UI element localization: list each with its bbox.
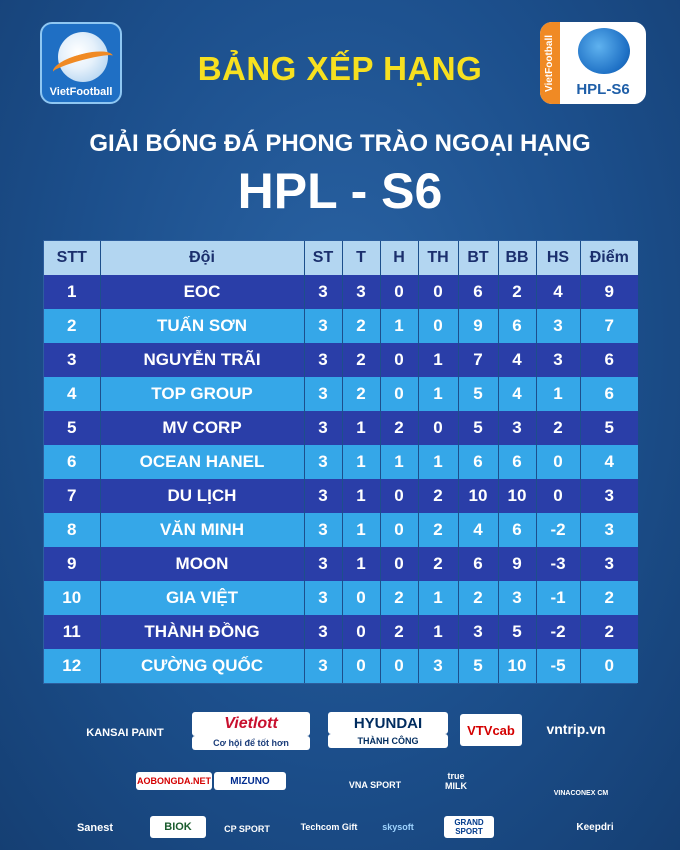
table-cell: 1: [418, 445, 458, 479]
table-cell: 2: [418, 513, 458, 547]
sponsor-skysoft: skysoft: [382, 822, 414, 832]
sponsor-vinaconex: VINACONEX CM: [553, 789, 609, 797]
table-cell: 0: [380, 547, 418, 581]
table-cell: 1: [418, 581, 458, 615]
table-cell: 3: [304, 275, 342, 309]
table-cell: -2: [536, 615, 580, 649]
table-row: [44, 547, 638, 581]
sponsor-thanh-cong: THÀNH CÔNG: [328, 734, 448, 748]
sponsor-vietlott-slogan: Cơ hội để tốt hơn: [192, 736, 310, 750]
table-cell: 3: [304, 649, 342, 683]
table-cell: 4: [498, 343, 536, 377]
table-row: [44, 615, 638, 649]
table-cell: 0: [380, 513, 418, 547]
table-cell: 5: [580, 411, 638, 445]
table-cell: 0: [380, 275, 418, 309]
team-name: MV CORP: [100, 411, 304, 445]
table-cell: 10: [498, 649, 536, 683]
table-cell: 0: [536, 479, 580, 513]
table-cell: 10: [44, 581, 100, 615]
table-cell: 1: [380, 445, 418, 479]
sponsor-biok: BIOK: [150, 816, 206, 838]
logo-brand-text: VietFootball: [49, 86, 113, 98]
table-cell: 2: [342, 377, 380, 411]
team-name: CƯỜNG QUỐC: [100, 649, 304, 683]
column-header: BT: [458, 241, 498, 275]
table-cell: -5: [536, 649, 580, 683]
table-cell: 1: [44, 275, 100, 309]
table-cell: -1: [536, 581, 580, 615]
logo-season-text: HPL-S6: [576, 81, 630, 98]
table-cell: 0: [380, 649, 418, 683]
table-row: [44, 479, 638, 513]
table-cell: 1: [342, 513, 380, 547]
table-cell: 1: [418, 377, 458, 411]
table-cell: 9: [580, 275, 638, 309]
table-cell: 3: [304, 445, 342, 479]
table-cell: 3: [498, 411, 536, 445]
table-cell: 0: [342, 581, 380, 615]
table-cell: 2: [342, 309, 380, 343]
table-cell: 2: [458, 581, 498, 615]
table-cell: 1: [418, 615, 458, 649]
table-cell: 2: [580, 581, 638, 615]
column-header: T: [342, 241, 380, 275]
table-cell: 2: [380, 615, 418, 649]
sponsor-kansai: KANSAI PAINT: [86, 727, 164, 739]
table-cell: 2: [580, 615, 638, 649]
table-cell: 2: [536, 411, 580, 445]
team-name: GIA VIỆT: [100, 581, 304, 615]
table-cell: 0: [380, 479, 418, 513]
table-cell: 7: [44, 479, 100, 513]
team-name: VĂN MINH: [100, 513, 304, 547]
table-row: [44, 445, 638, 479]
page-title: BẢNG XẾP HẠNG: [197, 50, 483, 87]
table-cell: -2: [536, 513, 580, 547]
team-name: MOON: [100, 547, 304, 581]
table-row: [44, 343, 638, 377]
table-cell: 0: [536, 445, 580, 479]
team-name: OCEAN HANEL: [100, 445, 304, 479]
table-cell: 6: [498, 309, 536, 343]
table-cell: 1: [342, 445, 380, 479]
column-header: STT: [44, 241, 100, 275]
team-name: THÀNH ĐỒNG: [100, 615, 304, 649]
table-cell: 10: [498, 479, 536, 513]
table-cell: 3: [304, 615, 342, 649]
sponsor-aobongda: AOBONGDA.NET: [136, 772, 212, 790]
table-header-row: [44, 241, 638, 275]
table-cell: 1: [536, 377, 580, 411]
table-cell: 4: [44, 377, 100, 411]
table-cell: 3: [580, 513, 638, 547]
table-cell: 9: [44, 547, 100, 581]
table-cell: 3: [536, 343, 580, 377]
table-cell: 2: [44, 309, 100, 343]
league-name: GIẢI BÓNG ĐÁ PHONG TRÀO NGOẠI HẠNG: [89, 130, 591, 157]
table-cell: 9: [498, 547, 536, 581]
table-cell: 5: [498, 615, 536, 649]
standings-table: [43, 240, 637, 684]
table-cell: 3: [342, 275, 380, 309]
team-name: TOP GROUP: [100, 377, 304, 411]
table-row: [44, 309, 638, 343]
table-cell: 3: [304, 581, 342, 615]
table-cell: 3: [304, 547, 342, 581]
sponsor-hyundai: HYUNDAI: [328, 712, 448, 734]
table-cell: 11: [44, 615, 100, 649]
sponsor-truemilk: true MILK: [445, 771, 467, 791]
table-cell: 0: [580, 649, 638, 683]
table-cell: 3: [458, 615, 498, 649]
sponsor-vntrip: vntrip.vn: [546, 721, 606, 737]
table-cell: 2: [418, 547, 458, 581]
table-cell: 3: [304, 377, 342, 411]
table-cell: 0: [380, 343, 418, 377]
table-cell: 1: [418, 343, 458, 377]
sponsor-vietlott: Vietlott: [192, 712, 310, 736]
table-cell: 2: [418, 479, 458, 513]
column-header: Đội: [100, 241, 304, 275]
table-cell: 2: [342, 343, 380, 377]
table-row: [44, 513, 638, 547]
column-header: ST: [304, 241, 342, 275]
sponsor-vna-sport: VNA SPORT: [348, 780, 402, 790]
table-cell: 3: [304, 479, 342, 513]
team-name: EOC: [100, 275, 304, 309]
sponsor-logos: [0, 700, 680, 850]
table-cell: 3: [304, 411, 342, 445]
table-cell: 1: [342, 547, 380, 581]
table-cell: 10: [458, 479, 498, 513]
sponsor-techcom-gift: Techcom Gift: [300, 822, 358, 832]
table-cell: 0: [342, 649, 380, 683]
table-row: [44, 411, 638, 445]
table-cell: 2: [380, 411, 418, 445]
column-header: H: [380, 241, 418, 275]
table-row: [44, 649, 638, 683]
table-cell: 0: [418, 411, 458, 445]
table-cell: 4: [536, 275, 580, 309]
table-cell: 12: [44, 649, 100, 683]
table-cell: 0: [418, 275, 458, 309]
sponsor-keepdri: Keepdri: [576, 821, 614, 833]
table-cell: 3: [580, 547, 638, 581]
table-cell: 8: [44, 513, 100, 547]
table-cell: 3: [580, 479, 638, 513]
table-cell: 3: [536, 309, 580, 343]
table-cell: 0: [418, 309, 458, 343]
column-header: Điểm: [580, 241, 638, 275]
table-row: [44, 581, 638, 615]
table-cell: 5: [458, 649, 498, 683]
table-cell: 5: [458, 377, 498, 411]
table-cell: 6: [498, 445, 536, 479]
table-cell: 6: [498, 513, 536, 547]
table-cell: 6: [580, 343, 638, 377]
table-cell: 4: [458, 513, 498, 547]
table-cell: 5: [458, 411, 498, 445]
table-cell: 3: [304, 309, 342, 343]
table-cell: 0: [380, 377, 418, 411]
table-cell: 6: [458, 275, 498, 309]
table-cell: 9: [458, 309, 498, 343]
table-cell: 6: [458, 445, 498, 479]
table-cell: 2: [380, 581, 418, 615]
table-cell: 3: [498, 581, 536, 615]
table-cell: 0: [342, 615, 380, 649]
column-header: BB: [498, 241, 536, 275]
table-cell: 1: [342, 411, 380, 445]
table-cell: 6: [44, 445, 100, 479]
sponsor-mizuno: MIZUNO: [214, 772, 286, 790]
column-header: HS: [536, 241, 580, 275]
table-cell: 2: [498, 275, 536, 309]
table-cell: -3: [536, 547, 580, 581]
table-cell: 5: [44, 411, 100, 445]
table-cell: 3: [418, 649, 458, 683]
table-cell: 1: [342, 479, 380, 513]
sponsor-vtvcab: VTVcab: [460, 714, 522, 746]
table-row: [44, 275, 638, 309]
table-row: [44, 377, 638, 411]
sponsor-grand-sport: GRAND SPORT: [444, 816, 494, 838]
team-name: TUẤN SƠN: [100, 309, 304, 343]
season-title: HPL - S6: [237, 163, 443, 219]
table-body: [44, 275, 638, 683]
table-cell: 3: [304, 513, 342, 547]
table-cell: 7: [458, 343, 498, 377]
team-name: NGUYỄN TRÃI: [100, 343, 304, 377]
table-cell: 6: [458, 547, 498, 581]
column-header: TH: [418, 241, 458, 275]
sponsor-sanest: Sanest: [76, 822, 114, 834]
table-cell: 1: [380, 309, 418, 343]
table-cell: 6: [580, 377, 638, 411]
team-name: DU LỊCH: [100, 479, 304, 513]
table-cell: 7: [580, 309, 638, 343]
table-cell: 4: [580, 445, 638, 479]
logo-strip-text: VietFootball: [544, 34, 556, 92]
table-cell: 3: [44, 343, 100, 377]
table-cell: 3: [304, 343, 342, 377]
sponsor-cp-sport: CP SPORT: [224, 824, 270, 834]
table-cell: 4: [498, 377, 536, 411]
